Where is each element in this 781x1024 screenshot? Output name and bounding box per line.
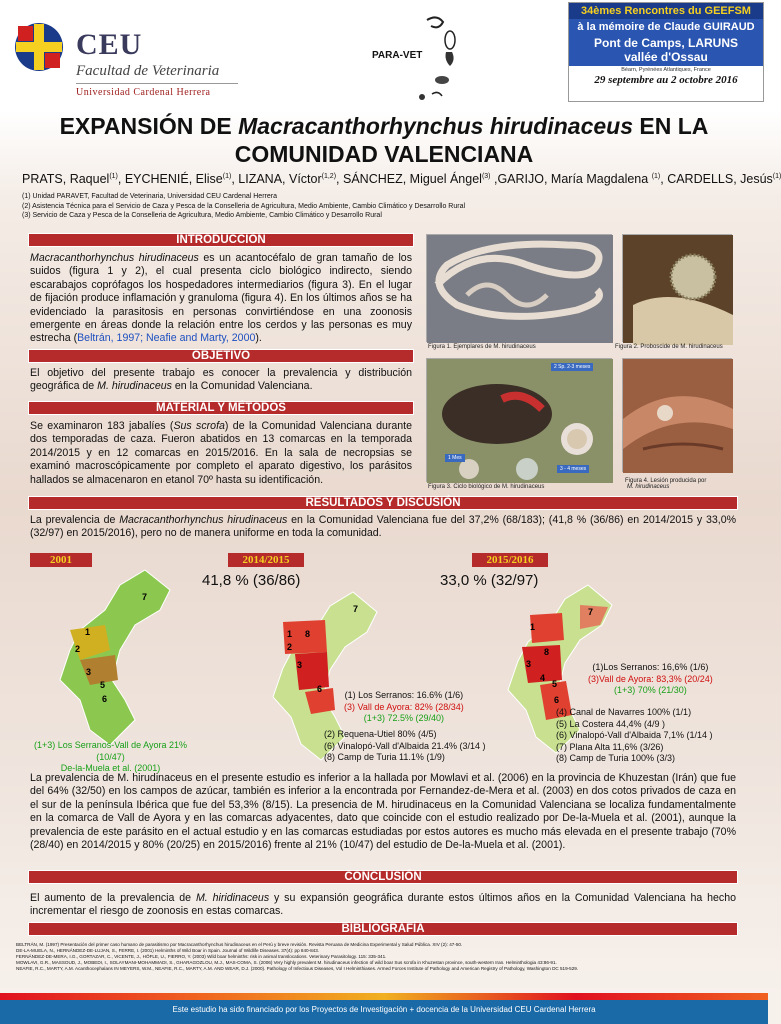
conclusion-text: El aumento de la prevalencia de M. hiridinaceus y su expansión geográfica durante estos últimos años en la Comunidad Valenciana ha hecho incrementar el riesgo de zoonosis en estas comarcas. — [30, 892, 736, 918]
methods-text: Se examinaron 183 jabalíes (Sus scrofa) de la Comunidad Valenciana durante dos temporadas de caza. Fueron abatidos en 13 comarcas en la temporada 2014/2015 y en 12 comarcas en 2015/2016. En la sala de necropsias se examinó macroscópicamente por completo el aparato digestivo, los parásitos hallados se almacenaron en etanol 70º hasta su identificación. — [30, 420, 412, 486]
reference-item: FERNÁNDEZ-DE-MERA, I.G., GORTAZAR, C., VICENTE, J., HÖFLE, U., FIERRO, Y. (2003) Wild boar helminths: risk in animal translocations. Veterinary Parasitology. 115: 335-341. — [16, 954, 387, 959]
objective-heading: OBJETIVO — [28, 349, 414, 363]
reference-item: DE-LA-MUELA, N., HERNÁNDEZ-DE-LUJAN, S., FERRE, I. (2001) Helminths of Wild Boar in Spain. Journal of Wildlife Diseases. 37(4): pp 840-843. — [16, 948, 320, 953]
results-text: La prevalencia de Macracanthorhynchus hirudinaceus en la Comunidad Valenciana fue del 37,2% (68/183); (41,8 % (36/86) en 2014/2015 y 33,0% (32/97) en 2015/2016), pero no de manera uniforme en toda la comunidad. — [30, 514, 737, 540]
conference-box — [568, 2, 764, 102]
figure-1-photo — [426, 234, 612, 342]
legend-2001: (1+3) Los Serranos-Vall de Ayora 21% (10/47) De-la-Muela et al. (2001) — [34, 740, 188, 773]
reference-item: BELTRÁN, M. (1997) Presentación del primer caso humano de parasitismo por Macracanthorhynchus hirudinaceus en el Perú y breve revisión. Revista Peruana de Medicina Experimental y Salud Pública. XIV (2): 47-50. — [16, 942, 463, 947]
affiliations: (1) Unidad PARAVET, Facultad de Veterinaria, Universidad CEU Cardenal Herrera (2) Asistencia Técnica para el Servicio de Caza y Pesca de la Conselleria de Agricultura, Medio Ambiente, Cambio Climático y Desarrollo Rural (3) Servicio de Caza y Pesca de la Conselleria de Agricultura, Medio Ambiente, Cambio Climático y Desarrollo Rural — [22, 193, 466, 219]
intro-heading: INTRODUCCIÓN — [28, 233, 414, 247]
conf-memorial: à la mémoire de Claude GUIRAUD — [569, 19, 763, 35]
legend-entry: (1+3) 70% (21/30) — [613, 685, 687, 695]
comarca-number: 3 — [297, 660, 303, 670]
comarca-number: 4 — [540, 673, 546, 683]
comarca-number: 6 — [317, 684, 323, 694]
author-name: ,GARIJO, María Magdalena — [490, 172, 652, 186]
comarca-number: 7 — [142, 592, 148, 602]
legend-entry: (3) Vall de Ayora: 82% (28/34) — [344, 701, 464, 712]
ceu-brand — [76, 30, 238, 98]
year-label-2014: 2014/2015 — [228, 553, 304, 567]
author-name: , SÁNCHEZ, Miguel Ángel — [336, 172, 482, 186]
fig3-tag: 2 Sp. 2-3 meses — [551, 363, 593, 371]
faculty-name: Facultad de Veterinaria — [76, 63, 220, 79]
funding-footer: Este estudio ha sido financiado por los Proyectos de Investigación + docencia de la Universidad CEU Cardenal Herrera — [0, 1000, 768, 1024]
comarca-number: 5 — [552, 679, 558, 689]
fig3-tag: 3 - 4 meses — [557, 465, 589, 473]
legend-entry: (3)Vall de Ayora: 83,3% (20/24) — [588, 673, 713, 684]
figure-2-caption: Figura 2. Proboscide de M. hirudinaceus — [615, 344, 723, 350]
author-name: , EYCHENIÉ, Elise — [117, 172, 223, 186]
conclusion-heading: CONCLUSIÓN — [28, 870, 738, 884]
paravet-label: PARA-VET — [372, 50, 423, 61]
figure-4-caption: Figura 4. Lesión producida por M. hirudinaceus — [625, 478, 707, 490]
bibliography-heading: BIBLIOGRAFÍA — [28, 922, 738, 936]
comarca-number: 6 — [102, 694, 108, 704]
comarca-number: 7 — [588, 607, 594, 617]
comarca-number: 8 — [305, 629, 311, 639]
figure-3-photo — [426, 358, 612, 482]
map-2001 — [50, 570, 180, 750]
university-name: Universidad Cardenal Herrera — [76, 87, 211, 98]
figure-4-photo — [622, 358, 732, 472]
comarca-number: 5 — [100, 680, 106, 690]
comarca-number: 1 — [530, 622, 536, 632]
fig3-tag: 1 Mes — [445, 454, 465, 462]
comarca-number: 1 — [85, 627, 91, 637]
conf-region: Béarn, Pyrénées Atlantiques, France — [621, 67, 711, 73]
comarca-number: 8 — [544, 647, 550, 657]
legend-entry: (2) Requena-Utiel 80% (4/5) — [324, 729, 437, 739]
comarca-number: 6 — [554, 695, 560, 705]
poster-title: EXPANSIÓN DE Macracanthorhynchus hirudinaceus EN LA COMUNIDAD VALENCIANA — [59, 113, 709, 167]
ceu-name: CEU — [76, 28, 143, 61]
legend-2015-bottom — [556, 707, 712, 765]
figure-2-photo — [622, 234, 732, 342]
comarca-number: 7 — [353, 604, 359, 614]
legend-entry: (6) Vinalopó-Vall d'Albaida 7,1% (1/14 ) — [556, 730, 713, 740]
legend-2014-bottom — [324, 729, 485, 764]
year-label-2015: 2015/2016 — [472, 553, 548, 567]
legend-entry: (6) Vinalopó-Vall d'Albaida 21.4% (3/14 ) — [324, 740, 486, 751]
conf-dates: 29 septembre au 2 octobre 2016 — [594, 74, 738, 86]
legend-entry: (1) Los Serranos: 16.6% (1/6) — [344, 690, 464, 700]
ceu-logo-icon — [14, 22, 64, 72]
paravet-logo — [372, 12, 472, 104]
legend-2014-top — [344, 690, 464, 725]
comarca-number: 2 — [75, 644, 81, 654]
methods-heading: MATERIAL Y MÉTODOS — [28, 401, 414, 415]
reference-item: NEAFIE, R.C., MARTY, A.M. Acanthocephalans IN MEYERS, W.M., NEAFIE, R.C., MARTY, A.M. AND WEAR, D.J. (2000). Pathology of Infectious Diseases, Vol I Helminthiases. Armed Forces Institute of Pathology and American Registry of Pathology, Washington DC 519-529. — [16, 966, 579, 971]
intro-text: Macracanthorhynchus hirudinaceus es un acantocéfalo de gran tamaño de los suidos (figura 1 y 2), el cual presenta ciclo biológico indirecto, siendo escarabajos coprófagos los hospedadores intermediarios (figura 3). En el lugar de fijación produce inflamación y granuloma (figura 4). En los últimos años se ha evidenciado la parasitosis en personas convirtiéndose en una zoonosis emergente en áreas donde la relación entre los cerdos y las personas es muy estrecha (Beltrán, 1997; Neafie and Marty, 2000). — [30, 252, 412, 345]
objective-text: El objetivo del presente trabajo es conocer la prevalencia y distribución geográfica de M. hirudinaceus en la Comunidad Valenciana. — [30, 367, 412, 393]
figure-3-caption: Figura 3. Ciclo biológico de M. hirudinaceus — [428, 484, 545, 490]
author-name: , LIZANA, Víctor — [231, 172, 322, 186]
year-label-2001: 2001 — [30, 553, 92, 567]
reference-list — [16, 942, 756, 972]
decorative-stripe — [0, 993, 768, 1000]
legend-2015-top — [588, 662, 713, 697]
comarca-number: 3 — [526, 659, 532, 669]
comarca-number: 2 — [287, 642, 293, 652]
prevalence-2015: 33,0 % (32/97) — [440, 572, 539, 589]
legend-entry: (8) Camp de Turia 100% (3/3) — [556, 753, 676, 763]
prevalence-2014: 41,8 % (36/86) — [202, 572, 301, 589]
legend-entry: (7) Plana Alta 11,6% (3/26) — [556, 741, 664, 752]
figure-1-caption: Figura 1. Ejemplares de M. hirudinaceus — [428, 344, 536, 350]
discussion-text: La prevalencia de M. hirudinaceus en el presente estudio es inferior a la hallada por Mowlavi et al. (2006) en la provincia de Khuzestan (Irán) que fue del 64% (32/50) en los campos de azúcar, también es inferior a la encontrada por Fernandez-de-Mera et al. (2003) en dos cotos privados de caza en el sur de la península Ibérica que fue del 53,3% (8/15). La presencia de M. hirudinaceus en la Comunidad Valenciana se localiza fundamentalmente en la comarca de Vall de Ayora y en las comarcas adyacentes, dato que coincide con el estudio realizado por De-la-Muela et al. (2001), aunque la prevalencia de este parásito en el actual estudio y en las comarcas estudiadas por estos autores es mucho más elevada en el presente trabajo (70% (28/40) en 2014/2015 y 80% (20/25) en 2015/2016) frente al 21% (10/47) del estudio de De-la-Muela et al. (2001). — [30, 772, 736, 852]
reference-item: MOWLAVI, G.R., MASSOUD, J., MOBEDI, I., SOLAYMANI-MOHAMMADI, S., GHARAGOZLOU, M.J., MAS-COMA, S. (2006) Very highly prevalent M. hirudinaceus infection of wild boar Sus scrofa in Khuzestan province, south-western Iran. Helminthologia 43:86-91. — [16, 960, 557, 965]
author-name: , CARDELLS, Jesús — [660, 172, 773, 186]
legend-entry: (1)Los Serranos: 16,6% (1/6) — [592, 662, 709, 672]
conf-title: 34èmes Rencontres du GEEFSM — [569, 3, 763, 19]
legend-entry: (8) Camp de Turia 11.1% (1/9) — [324, 752, 445, 762]
comarca-number: 1 — [287, 629, 293, 639]
author-list: PRATS, Raquel$^{(1)}$, EYCHENIÉ, Elise$^{(1)}$, LIZANA, Víctor$^{(1,2)}$, SÁNCHEZ, Miguel Ángel$^{(3)}$ ,GARIJO, María Magdalena $^{(1)}$, CARDELLS, Jesús$^{(1)}$ — [22, 172, 781, 186]
author-name: PRATS, Raquel — [22, 172, 110, 186]
comarca-number: 3 — [86, 667, 92, 677]
results-heading: RESULTADOS Y DISCUSIÓN — [28, 496, 738, 510]
legend-entry: (5) La Costera 44,4% (4/9 ) — [556, 718, 666, 729]
conf-place: Pont de Camps, LARUNS vallée d'Ossau — [569, 35, 763, 66]
legend-entry: (4) Canal de Navarres 100% (1/1) — [556, 707, 692, 717]
legend-entry: (1+3) 72.5% (29/40) — [363, 713, 445, 723]
